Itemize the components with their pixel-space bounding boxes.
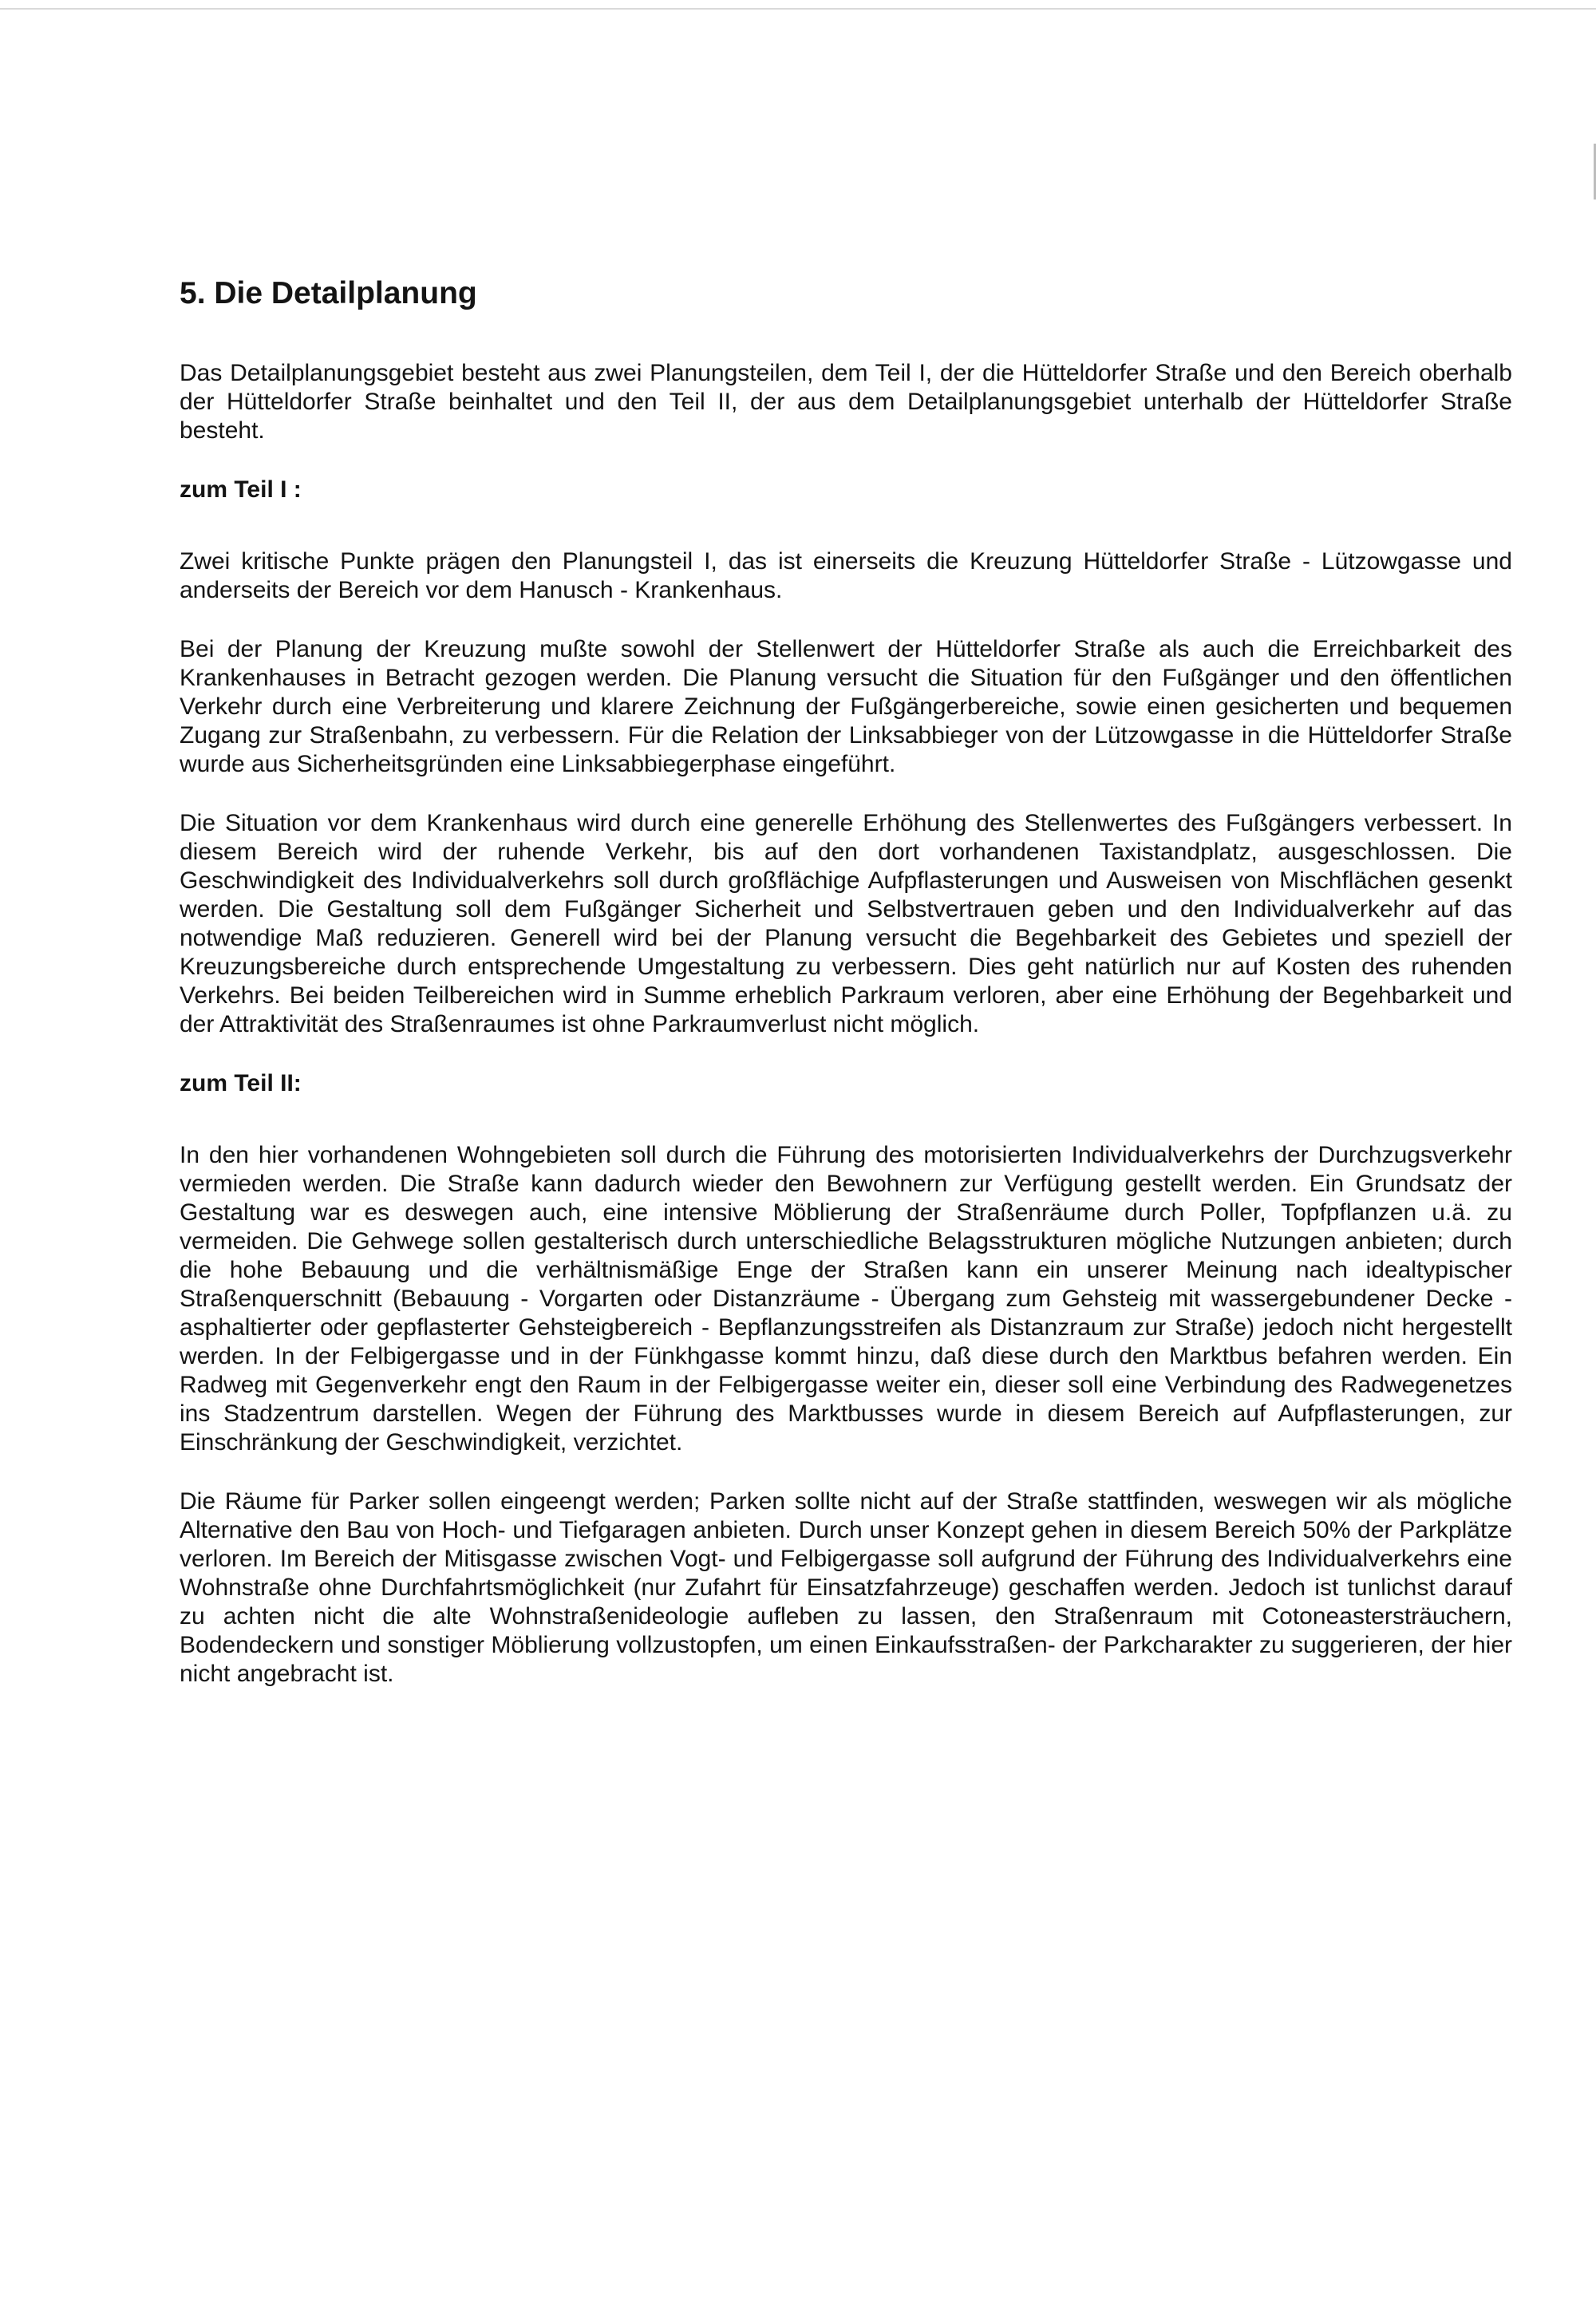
part1-paragraph-1: Zwei kritische Punkte prägen den Planungsteil I, das ist einerseits die Kreuzung Hütteldorfer Straße - Lützowgasse und anderseits der Bereich vor dem Hanusch - Krankenhaus.	[180, 547, 1512, 603]
document-page	[180, 275, 1512, 1719]
part1-heading: zum Teil I :	[180, 476, 302, 503]
part2-heading: zum Teil II:	[180, 1069, 302, 1096]
part2-paragraph-1: In den hier vorhandenen Wohngebieten soll durch die Führung des motorisierten Individualverkehrs der Durchzugsverkehr vermieden werden. Die Straße kann dadurch wieder den Bewohnern zur Verfügung gestellt werden. Ein Grundsatz der Gestaltung war es deswegen auch, eine intensive Möblierung der Straßenräume durch Poller, Topfpflanzen u.ä. zu vermeiden. Die Gehwege sollen gestalterisch durch unterschiedliche Belagsstrukturen mögliche Nutzungen anbieten; durch die hohe Bebauung und die verhältnismäßige Enge der Straßen kann ein unserer Meinung nach idealtypischer Straßenquerschnitt (Bebauung - Vorgarten oder Distanzräume - Übergang zum Gehsteig mit wassergebundener Decke - asphaltierter oder gepflasterter Gehsteigbereich - Bepflanzungsstreifen als Distanzraum zur Straße) jedoch nicht hergestellt werden. In der Felbigergasse und in der Fünkhgasse kommt hinzu, daß diese durch den Marktbus befahren werden. Ein Radweg mit Gegenverkehr engt den Raum in der Felbigergasse weiter ein, dieser soll eine Verbindung des Radwegenetzes ins Stadzentrum darstellen. Wegen der Führung des Marktbusses wurde in diesem Bereich auf Aufpflasterungen, zur Einschränkung der Geschwindigkeit, verzichtet.	[180, 1141, 1512, 1456]
part2-paragraph-2: Die Räume für Parker sollen eingeengt werden; Parken sollte nicht auf der Straße stattfinden, weswegen wir als mögliche Alternative den Bau von Hoch- und Tiefgaragen anbieten. Durch unser Konzept gehen in diesem Bereich 50% der Parkplätze verloren. Im Bereich der Mitisgasse zwischen Vogt- und Felbigergasse soll aufgrund der Führung des Individualverkehrs eine Wohnstraße ohne Durchfahrtsmöglichkeit (nur Zufahrt für Einsatzfahrzeuge) geschaffen werden. Jedoch ist tunlichst darauf zu achten nicht die alte Wohnstraßenideologie aufleben zu lassen, den Straßenraum mit Cotoneastersträuchern, Bodendeckern und sonstiger Möblierung vollzustopfen, um einen Einkaufsstraßen- der Parkcharakter zu suggerieren, der hier nicht angebracht ist.	[180, 1487, 1512, 1687]
section-title: 5. Die Detailplanung	[180, 276, 477, 310]
intro-paragraph: Das Detailplanungsgebiet besteht aus zwei Planungsteilen, dem Teil I, der die Hütteldorfer Straße und den Bereich oberhalb der Hütteldorfer Straße beinhaltet und den Teil II, der aus dem Detailplanungsgebiet unterhalb der Hütteldorfer Straße besteht.	[180, 359, 1512, 444]
scan-top-edge-line	[0, 8, 1596, 10]
part1-paragraph-2: Bei der Planung der Kreuzung mußte sowohl der Stellenwert der Hütteldorfer Straße als auch die Erreichbarkeit des Krankenhauses in Betracht gezogen werden. Die Planung versucht die Situation für den Fußgänger und den öffentlichen Verkehr durch eine Verbreiterung und klarere Zeichnung der Fußgängerbereiche, sowie einen gesicherten und bequemen Zugang zur Straßenbahn, zu verbessern. Für die Relation der Linksabbieger von der Lützowgasse in die Hütteldorfer Straße wurde aus Sicherheitsgründen eine Linksabbiegerphase eingeführt.	[180, 635, 1512, 777]
part1-paragraph-3: Die Situation vor dem Krankenhaus wird durch eine generelle Erhöhung des Stellenwertes des Fußgängers verbessert. In diesem Bereich wird der ruhende Verkehr, bis auf den dort vorhandenen Taxistandplatz, ausgeschlossen. Die Geschwindigkeit des Individualverkehrs soll durch großflächige Aufpflasterungen und Ausweisen von Mischflächen gesenkt werden. Die Gestaltung soll dem Fußgänger Sicherheit und Selbstvertrauen geben und den Individualverkehr auf das notwendige Maß reduzieren. Generell wird bei der Planung versucht die Begehbarkeit des Gebietes und speziell der Kreuzungsbereiche durch entsprechende Umgestaltung zu verbessern. Dies geht natürlich nur auf Kosten des ruhenden Verkehrs. Bei beiden Teilbereichen wird in Summe erheblich Parkraum verloren, aber eine Erhöhung der Begehbarkeit und der Attraktivität des Straßenraumes ist ohne Parkraumverlust nicht möglich.	[180, 809, 1512, 1037]
